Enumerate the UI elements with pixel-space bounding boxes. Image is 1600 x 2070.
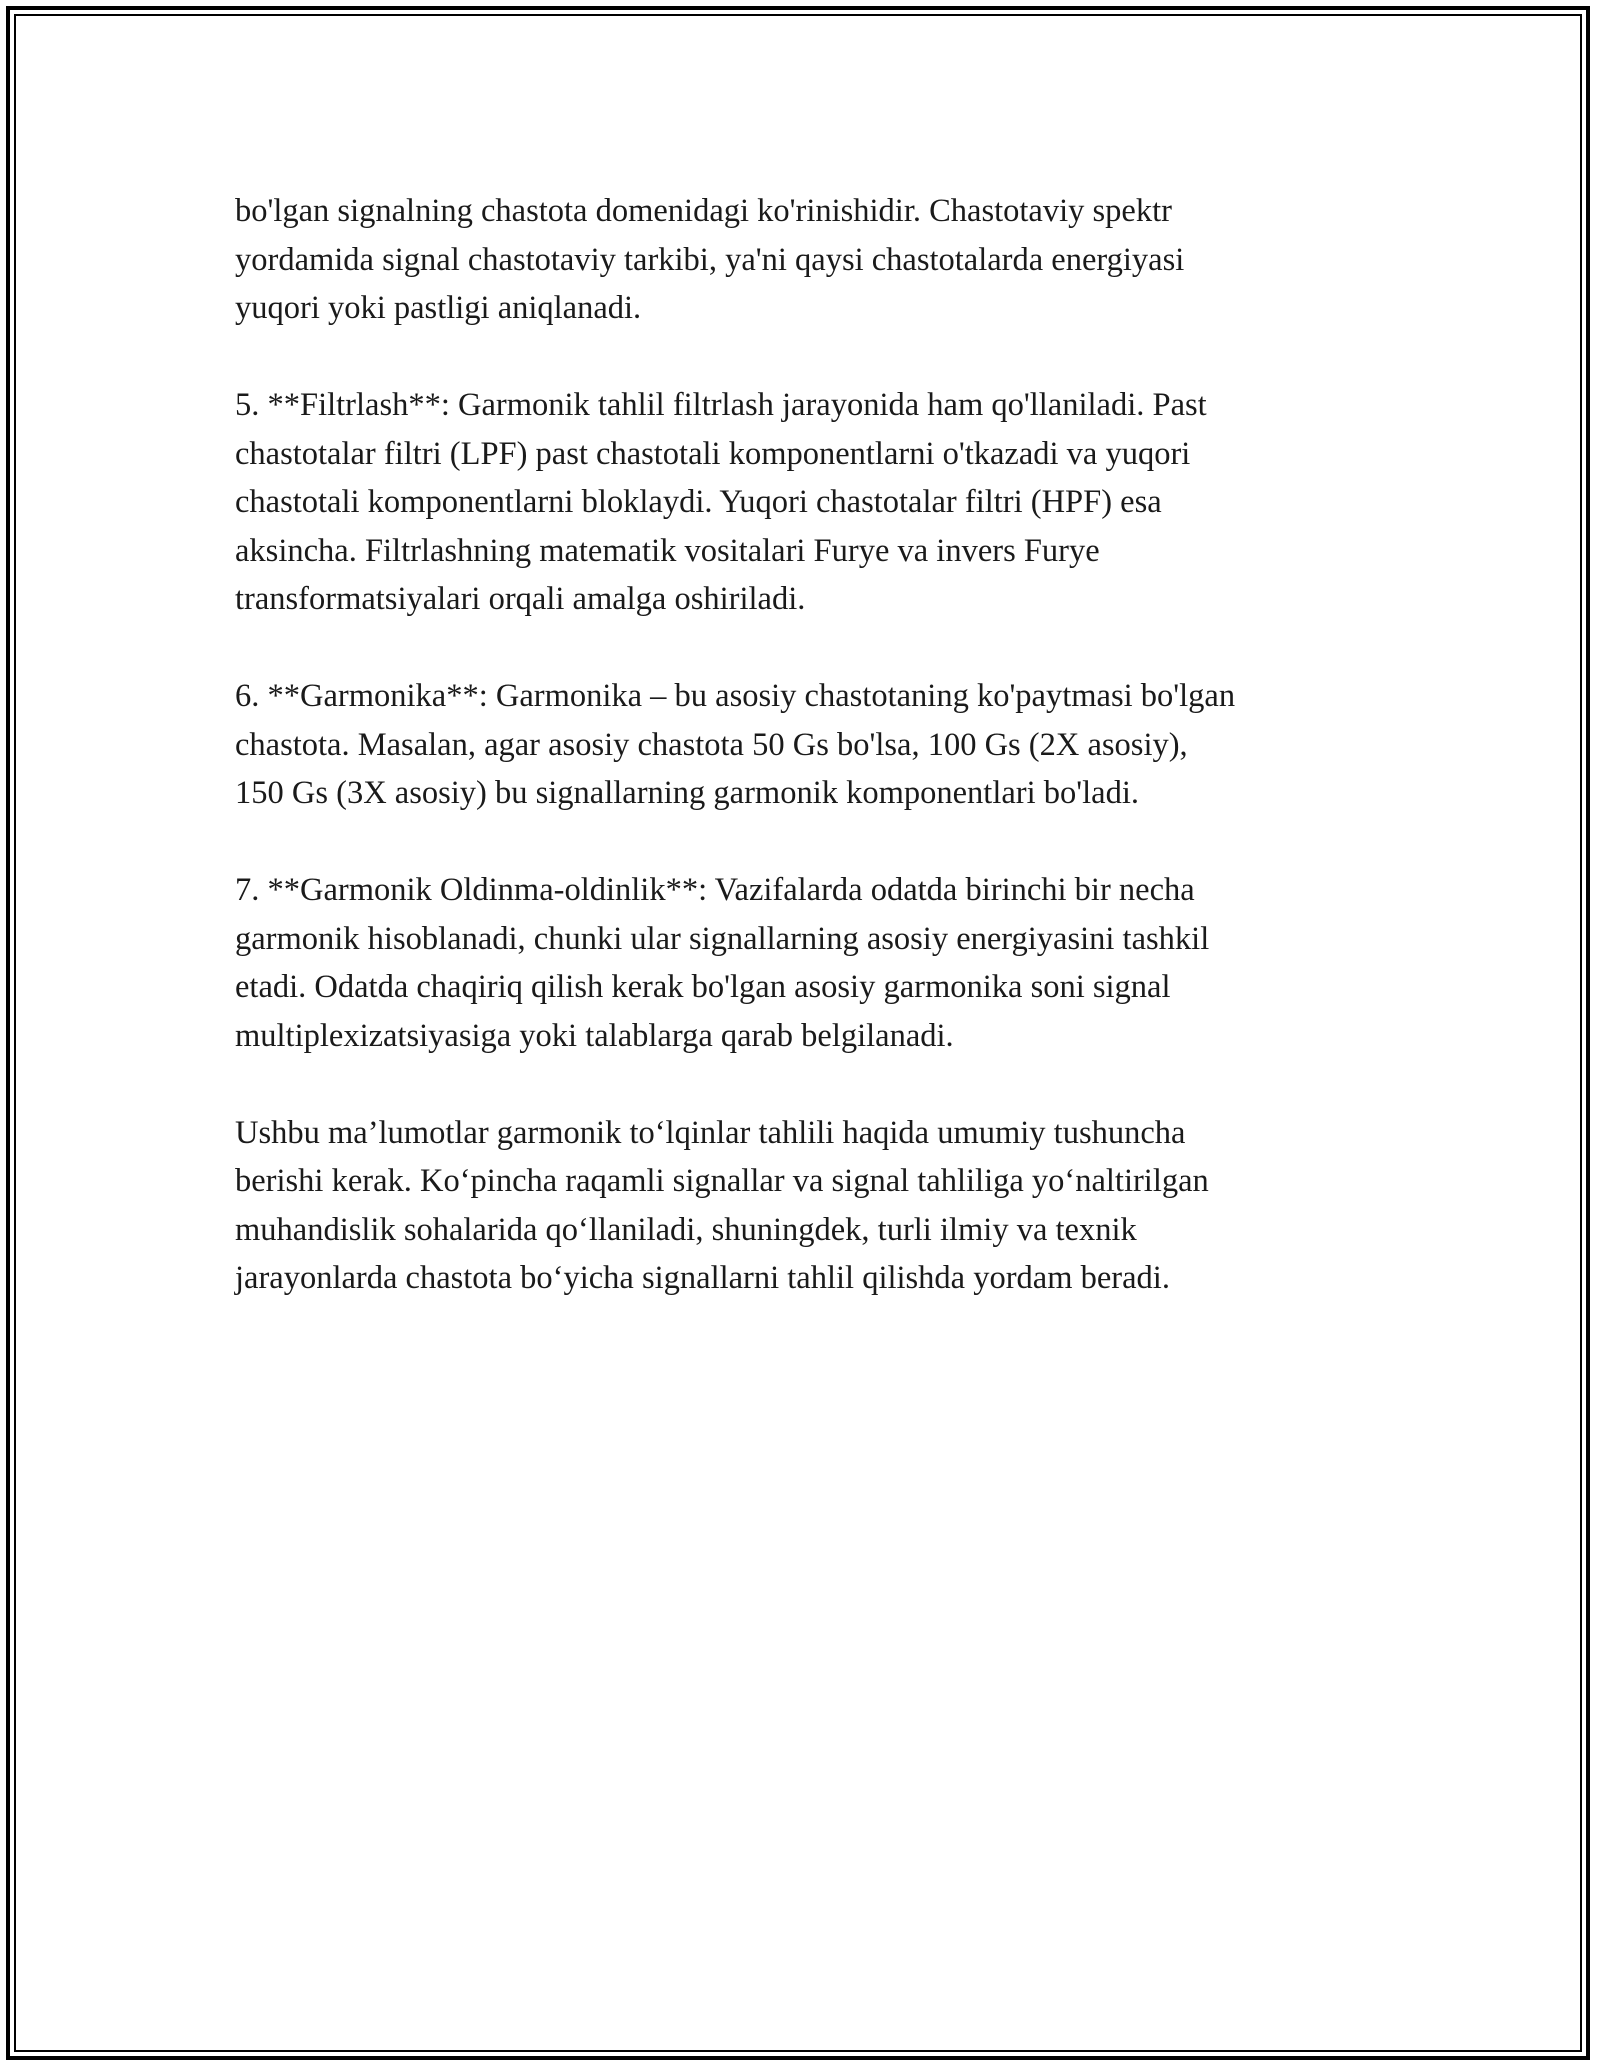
text-line: 5. **Filtrlash**: Garmonik tahlil filtrlash jarayonida ham qo'llaniladi. Past — [235, 387, 1207, 423]
document-body — [235, 187, 1415, 1351]
text-line: bo'lgan signalning chastota domenidagi ko'rinishidir. Chastotaviy spektr — [235, 193, 1172, 229]
text-line: chastota. Masalan, agar asosiy chastota 50 Gs bo'lsa, 100 Gs (2X asosiy), — [235, 726, 1188, 763]
text-line: yuqori yoki pastligi aniqlanadi. — [235, 290, 642, 326]
text-line: muhandislik sohalarida qo‘llaniladi, shuningdek, turli ilmiy va texnik — [235, 1211, 1137, 1248]
text-line: 7. **Garmonik Oldinma-oldinlik**: Vazifalarda odatda birinchi bir necha — [235, 872, 1195, 908]
paragraph-harmonic-order — [235, 866, 1415, 1060]
text-line: Ushbu ma’lumotlar garmonik to‘lqinlar tahlili haqida umumiy tushuncha — [235, 1114, 1186, 1151]
text-line: etadi. Odatda chaqiriq qilish kerak bo'lgan asosiy garmonika soni signal — [235, 969, 1171, 1005]
text-line: multiplexizatsiyasiga yoki talablarga qarab belgilanadi. — [235, 1017, 954, 1054]
paragraph-harmonic — [235, 672, 1415, 818]
text-line: chastotalar filtri (LPF) past chastotali komponentlarni o'tkazadi va yuqori — [235, 435, 1191, 472]
paragraph-spectrum — [235, 187, 1415, 333]
text-line: garmonik hisoblanadi, chunki ular signallarning asosiy energiyasini tashkil — [235, 920, 1210, 957]
text-line: 150 Gs (3X asosiy) bu signallarning garmonik komponentlari bo'ladi. — [235, 775, 1139, 811]
text-line: transformatsiyalari orqali amalga oshiriladi. — [235, 581, 806, 617]
text-line: jarayonlarda chastota bo‘yicha signallarni tahlil qilishda yordam beradi. — [235, 1260, 1170, 1296]
text-line: 6. **Garmonika**: Garmonika – bu asosiy chastotaning ko'paytmasi bo'lgan — [235, 678, 1236, 714]
text-line: yordamida signal chastotaviy tarkibi, ya'ni qaysi chastotalarda energiyasi — [235, 241, 1185, 278]
paragraph-summary — [235, 1109, 1415, 1303]
text-line: aksincha. Filtrlashning matematik vositalari Furye va invers Furye — [235, 532, 1100, 569]
text-line: chastotali komponentlarni bloklaydi. Yuqori chastotalar filtri (HPF) esa — [235, 484, 1162, 520]
text-line: berishi kerak. Ko‘pincha raqamli signallar va signal tahliliga yo‘naltirilgan — [235, 1163, 1209, 1199]
paragraph-filtering — [235, 381, 1415, 624]
